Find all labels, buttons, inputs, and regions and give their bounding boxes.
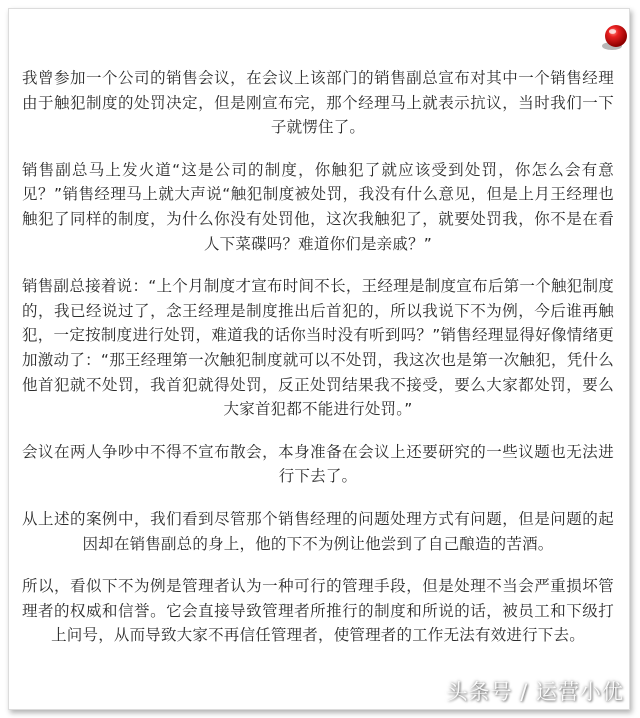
paragraph-5: 从上述的案例中，我们看到尽管那个销售经理的问题处理方式有问题，但是问题的起因却在销售副总的身上，他的下不为例让他尝到了自己酿造的苦酒。	[22, 509, 614, 553]
watermark: 头条号 / 运营小优	[446, 680, 624, 704]
paragraph-4: 会议在两人争吵中不得不宣布散会，本身准备在会议上还要研究的一些议题也无法进行下去了。	[22, 442, 614, 486]
red-pushpin-icon	[599, 21, 633, 55]
paragraph-3: 销售副总接着说：“上个月制度才宣布时间不长，王经理是制度宣布后第一个触犯制度的，我已经说过了，念王经理是制度推出后首犯的，所以我说下不为例，今后谁再触犯，一定按制度进行处罚，难道我的话你当时没有听到吗？”销售经理显得好像情绪更加激动了：“那王经理第一次触犯制度就可以不处罚，我这次也是第一次触犯，凭什么他首犯就不处罚，我首犯就得处罚，反正处罚结果我不接受，要么大家都处罚，要么大家首犯都不能进行处罚。”	[22, 277, 614, 419]
paragraph-6: 所以，看似下不为例是管理者认为一种可行的管理手段，但是处理不当会严重损坏管理者的权威和信誉。它会直接导致管理者所推行的制度和所说的话，被员工和下级打上问号，从而导致大家不再信任管理者，使管理者的工作无法有效进行下去。	[22, 577, 614, 645]
paragraph-2: 销售副总马上发火道“这是公司的制度，你触犯了就应该受到处罚，你怎么会有意见？”销售经理马上就大声说“触犯制度被处罚，我没有什么意见，但是上月王经理也触犯了同样的制度，为什么你没有处罚他，这次我触犯了，就要处罚我，你不是在看人下菜碟吗？难道你们是亲戚？”	[22, 160, 614, 253]
paragraph-1: 我曾参加一个公司的销售会议，在会议上该部门的销售副总宣布对其中一个销售经理由于触犯制度的处罚决定，但是刚宣布完，那个经理马上就表示抗议，当时我们一下子就愣住了。	[22, 69, 614, 137]
article-body	[22, 66, 614, 648]
